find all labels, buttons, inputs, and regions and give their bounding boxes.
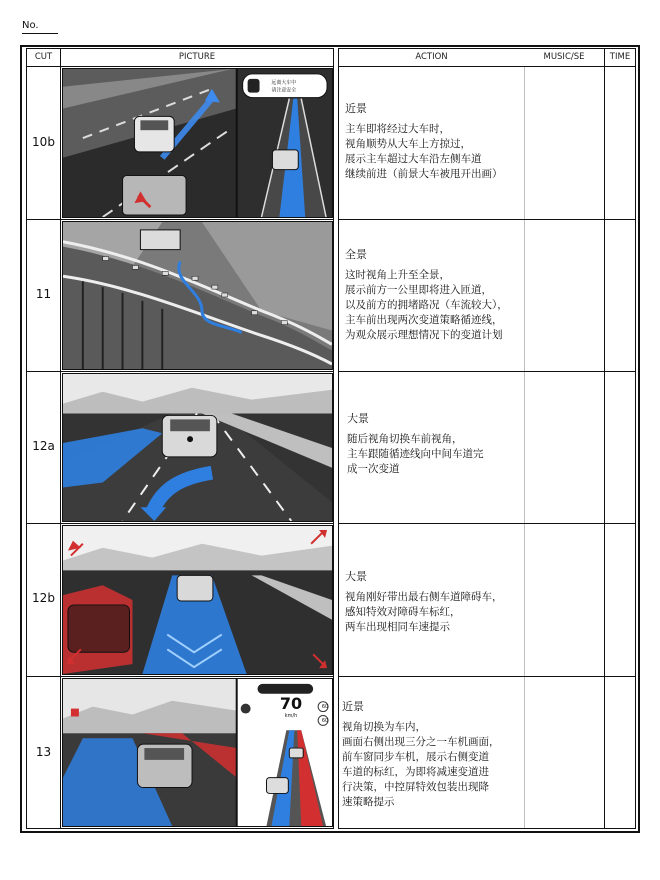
- frame-10b: [62, 68, 333, 218]
- sheet-number-line: [22, 33, 58, 34]
- header-time: TIME: [609, 52, 631, 62]
- cut-number: 13: [35, 745, 52, 759]
- action-cell-11: [345, 247, 533, 343]
- action-text: 视角切换为车内， 画面右侧出现三分之一车机画面， 前车窗同步车机，展示右侧变道 车道的标红，为即将减速变道进 行决策，中控屏特效包装出现降 速策略提示: [342, 721, 500, 808]
- speed-unit: km/h: [284, 713, 298, 719]
- speed-limit-sign: 60: [321, 718, 329, 724]
- row-rule: [27, 219, 333, 220]
- hud-sign-line1: 远离大车中: [271, 79, 297, 86]
- cut-divider: [60, 49, 61, 828]
- row-rule: [339, 371, 635, 372]
- sheet-number-label: No.: [22, 20, 39, 31]
- cut-number: 11: [35, 287, 52, 301]
- header-rule: [27, 66, 333, 67]
- time-divider: [604, 49, 605, 828]
- row-rule: [339, 676, 635, 677]
- shot-type: 全景: [345, 248, 367, 261]
- action-cell-13: [342, 699, 530, 810]
- speed-readout: 70: [279, 694, 303, 713]
- hud-sign-line2: 请注意安全: [271, 87, 297, 94]
- row-rule: [27, 371, 333, 372]
- frame-12a: [62, 373, 333, 522]
- frame-11: [62, 221, 333, 370]
- cut-number: 12b: [32, 591, 55, 605]
- action-cell-10b: [345, 101, 533, 182]
- header-action: ACTION: [415, 52, 448, 62]
- frame-12b: [62, 525, 333, 675]
- frame-13: [62, 678, 333, 827]
- header-cut: CUT: [34, 52, 53, 62]
- picture-table: [26, 48, 334, 829]
- shot-type: 大景: [347, 412, 369, 425]
- action-text: 随后视角切换车前视角， 主车跟随循迹线向中间车道完 成一次变道: [347, 433, 484, 475]
- action-table: [338, 48, 636, 829]
- cut-number: 10b: [32, 135, 55, 149]
- row-rule: [27, 523, 333, 524]
- action-text: 主车即将经过大车时， 视角顺势从大车上方掠过， 展示主车超过大车沿左侧车道 继续前进（前景大车被甩开出画）: [345, 123, 503, 180]
- header-picture: PICTURE: [178, 52, 216, 62]
- header-rule: [339, 66, 635, 67]
- shot-type: 大景: [345, 570, 367, 583]
- row-rule: [27, 676, 333, 677]
- row-rule: [339, 219, 635, 220]
- shot-type: 近景: [345, 102, 367, 115]
- header-music: MUSIC/SE: [543, 52, 585, 62]
- action-cell-12a: [347, 411, 535, 477]
- action-text: 这时视角上升至全景， 展示前方一公里即将进入匝道， 以及前方的拥堵路况（车流较大）， 主车前出现两次变道策略循迹线， 为观众展示理想情况下的变道计划: [345, 269, 508, 341]
- cut-number: 12a: [32, 439, 55, 453]
- action-cell-12b: [345, 569, 533, 635]
- shot-type: 近景: [342, 700, 364, 713]
- speed-limit-sign: 60: [321, 704, 329, 710]
- action-text: 视角刚好带出最右侧车道障碍车， 感知特效对障碍车标红， 两车出现相同车速提示: [345, 591, 503, 633]
- row-rule: [339, 523, 635, 524]
